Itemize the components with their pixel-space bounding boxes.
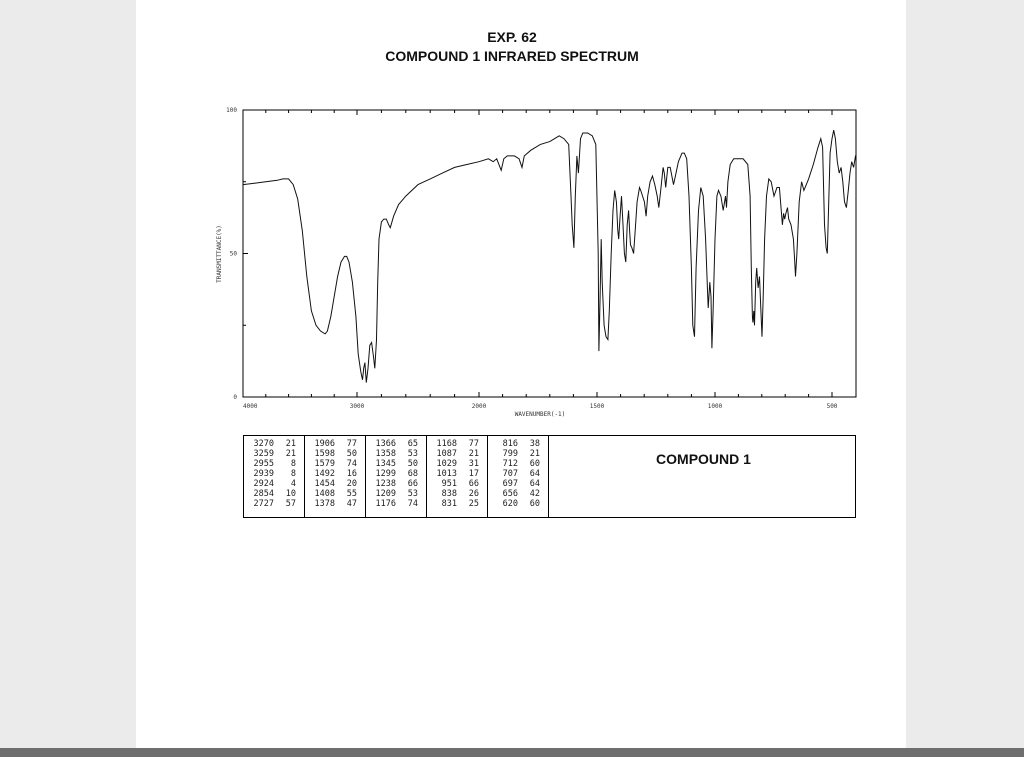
peak-transmittance: 21 <box>285 439 296 449</box>
x-tick-label-1000: 1000 <box>707 403 723 410</box>
compound-label: COMPOUND 1 <box>656 451 751 467</box>
y-axis-ticks <box>226 107 248 401</box>
peak-transmittance: 64 <box>529 479 540 489</box>
x-tick-label-500: 500 <box>826 403 838 410</box>
peak-wavenumber: 799 <box>502 449 518 459</box>
peak-row <box>305 469 365 479</box>
peak-row <box>244 499 304 509</box>
peak-row <box>488 459 548 469</box>
peak-row <box>488 439 548 449</box>
peak-wavenumber: 1366 <box>375 439 396 449</box>
peak-transmittance: 57 <box>285 499 296 509</box>
peak-row <box>488 449 548 459</box>
peak-wavenumber: 2727 <box>253 499 274 509</box>
peak-row <box>244 459 304 469</box>
peak-transmittance: 64 <box>529 469 540 479</box>
peak-transmittance: 21 <box>529 449 540 459</box>
peak-table <box>243 435 856 518</box>
peak-column-3 <box>366 436 427 517</box>
peak-row <box>427 489 487 499</box>
peak-transmittance: 66 <box>407 479 418 489</box>
spectrum-title: COMPOUND 1 INFRARED SPECTRUM <box>385 48 639 64</box>
peak-row <box>305 499 365 509</box>
peak-column-4 <box>427 436 488 517</box>
peak-wavenumber: 3259 <box>253 449 274 459</box>
peak-row <box>244 479 304 489</box>
peak-transmittance: 68 <box>407 469 418 479</box>
peak-wavenumber: 712 <box>502 459 518 469</box>
peak-transmittance: 65 <box>407 439 418 449</box>
peak-row <box>305 479 365 489</box>
peak-column-2 <box>305 436 366 517</box>
peak-transmittance: 8 <box>290 469 296 479</box>
y-tick-label-50: 50 <box>229 250 237 258</box>
peak-transmittance: 4 <box>290 479 296 489</box>
peak-transmittance: 42 <box>529 489 540 499</box>
peak-transmittance: 26 <box>468 489 479 499</box>
peak-row <box>366 449 426 459</box>
peak-wavenumber: 620 <box>502 499 518 509</box>
peak-transmittance: 38 <box>529 439 540 449</box>
spectrum-line <box>243 130 856 383</box>
y-tick-label-100: 100 <box>226 107 237 114</box>
experiment-label: EXP. 62 <box>487 29 537 45</box>
peak-row <box>427 449 487 459</box>
peak-transmittance: 31 <box>468 459 479 469</box>
peak-column-1 <box>244 436 305 517</box>
peak-row <box>366 439 426 449</box>
peak-wavenumber: 697 <box>502 479 518 489</box>
peak-wavenumber: 1378 <box>314 499 335 509</box>
peak-transmittance: 25 <box>468 499 479 509</box>
peak-transmittance: 21 <box>468 449 479 459</box>
peak-row <box>427 469 487 479</box>
peak-wavenumber: 951 <box>441 479 457 489</box>
peak-row <box>427 459 487 469</box>
peak-row <box>488 469 548 479</box>
peak-row <box>366 499 426 509</box>
peak-wavenumber: 1579 <box>314 459 335 469</box>
peak-wavenumber: 1176 <box>375 499 396 509</box>
peak-transmittance: 77 <box>468 439 479 449</box>
peak-wavenumber: 831 <box>441 499 457 509</box>
peak-transmittance: 50 <box>346 449 357 459</box>
x-tick-label-3000: 3000 <box>349 403 365 410</box>
peak-row <box>366 459 426 469</box>
peak-row <box>427 479 487 489</box>
peak-wavenumber: 838 <box>441 489 457 499</box>
peak-row <box>305 449 365 459</box>
peak-transmittance: 50 <box>407 459 418 469</box>
peak-wavenumber: 1906 <box>314 439 335 449</box>
x-tick-label-2000: 2000 <box>471 403 487 410</box>
peak-transmittance: 17 <box>468 469 479 479</box>
peak-transmittance: 53 <box>407 449 418 459</box>
peak-transmittance: 20 <box>346 479 357 489</box>
x-tick-label-4000: 4000 <box>243 403 258 410</box>
peak-wavenumber: 1299 <box>375 469 396 479</box>
peak-wavenumber: 816 <box>502 439 518 449</box>
peak-row <box>305 459 365 469</box>
peak-wavenumber: 1087 <box>436 449 457 459</box>
peak-wavenumber: 2939 <box>253 469 274 479</box>
peak-row <box>488 499 548 509</box>
peak-transmittance: 8 <box>290 459 296 469</box>
peak-row <box>366 479 426 489</box>
bottom-scrollbar[interactable] <box>0 748 1024 757</box>
peak-wavenumber: 1454 <box>314 479 335 489</box>
peak-row <box>305 439 365 449</box>
peak-wavenumber: 707 <box>502 469 518 479</box>
peak-wavenumber: 656 <box>502 489 518 499</box>
peak-transmittance: 66 <box>468 479 479 489</box>
peak-transmittance: 60 <box>529 459 540 469</box>
peak-transmittance: 74 <box>346 459 357 469</box>
peak-row <box>244 449 304 459</box>
peak-row <box>427 439 487 449</box>
peak-wavenumber: 1598 <box>314 449 335 459</box>
peak-wavenumber: 1358 <box>375 449 396 459</box>
peak-transmittance: 10 <box>285 489 296 499</box>
peak-transmittance: 16 <box>346 469 357 479</box>
peak-row <box>366 469 426 479</box>
peak-transmittance: 55 <box>346 489 357 499</box>
y-axis-label: TRANSMITTANCE(%) <box>216 225 223 283</box>
peak-column-5 <box>488 436 549 517</box>
x-tick-label-1500: 1500 <box>589 403 605 410</box>
peak-transmittance: 60 <box>529 499 540 509</box>
peak-row <box>488 479 548 489</box>
peak-wavenumber: 2955 <box>253 459 274 469</box>
peak-transmittance: 47 <box>346 499 357 509</box>
peak-row <box>244 489 304 499</box>
peak-wavenumber: 1345 <box>375 459 396 469</box>
peak-row <box>488 489 548 499</box>
peak-transmittance: 21 <box>285 449 296 459</box>
x-axis-ticks <box>243 110 838 410</box>
peak-wavenumber: 1013 <box>436 469 457 479</box>
peak-row <box>244 469 304 479</box>
peak-wavenumber: 1238 <box>375 479 396 489</box>
peak-transmittance: 53 <box>407 489 418 499</box>
peak-row <box>366 489 426 499</box>
peak-wavenumber: 1168 <box>436 439 457 449</box>
peak-wavenumber: 2924 <box>253 479 274 489</box>
peak-wavenumber: 3270 <box>253 439 274 449</box>
peak-row <box>427 499 487 509</box>
peak-wavenumber: 1029 <box>436 459 457 469</box>
peak-wavenumber: 1408 <box>314 489 335 499</box>
peak-row <box>244 439 304 449</box>
x-axis-label: WAVENUMBER(-1) <box>514 411 566 418</box>
y-tick-label-0: 0 <box>233 394 237 401</box>
peak-wavenumber: 1492 <box>314 469 335 479</box>
peak-wavenumber: 1209 <box>375 489 396 499</box>
peak-transmittance: 77 <box>346 439 357 449</box>
peak-transmittance: 74 <box>407 499 418 509</box>
peak-wavenumber: 2854 <box>253 489 274 499</box>
peak-row <box>305 489 365 499</box>
